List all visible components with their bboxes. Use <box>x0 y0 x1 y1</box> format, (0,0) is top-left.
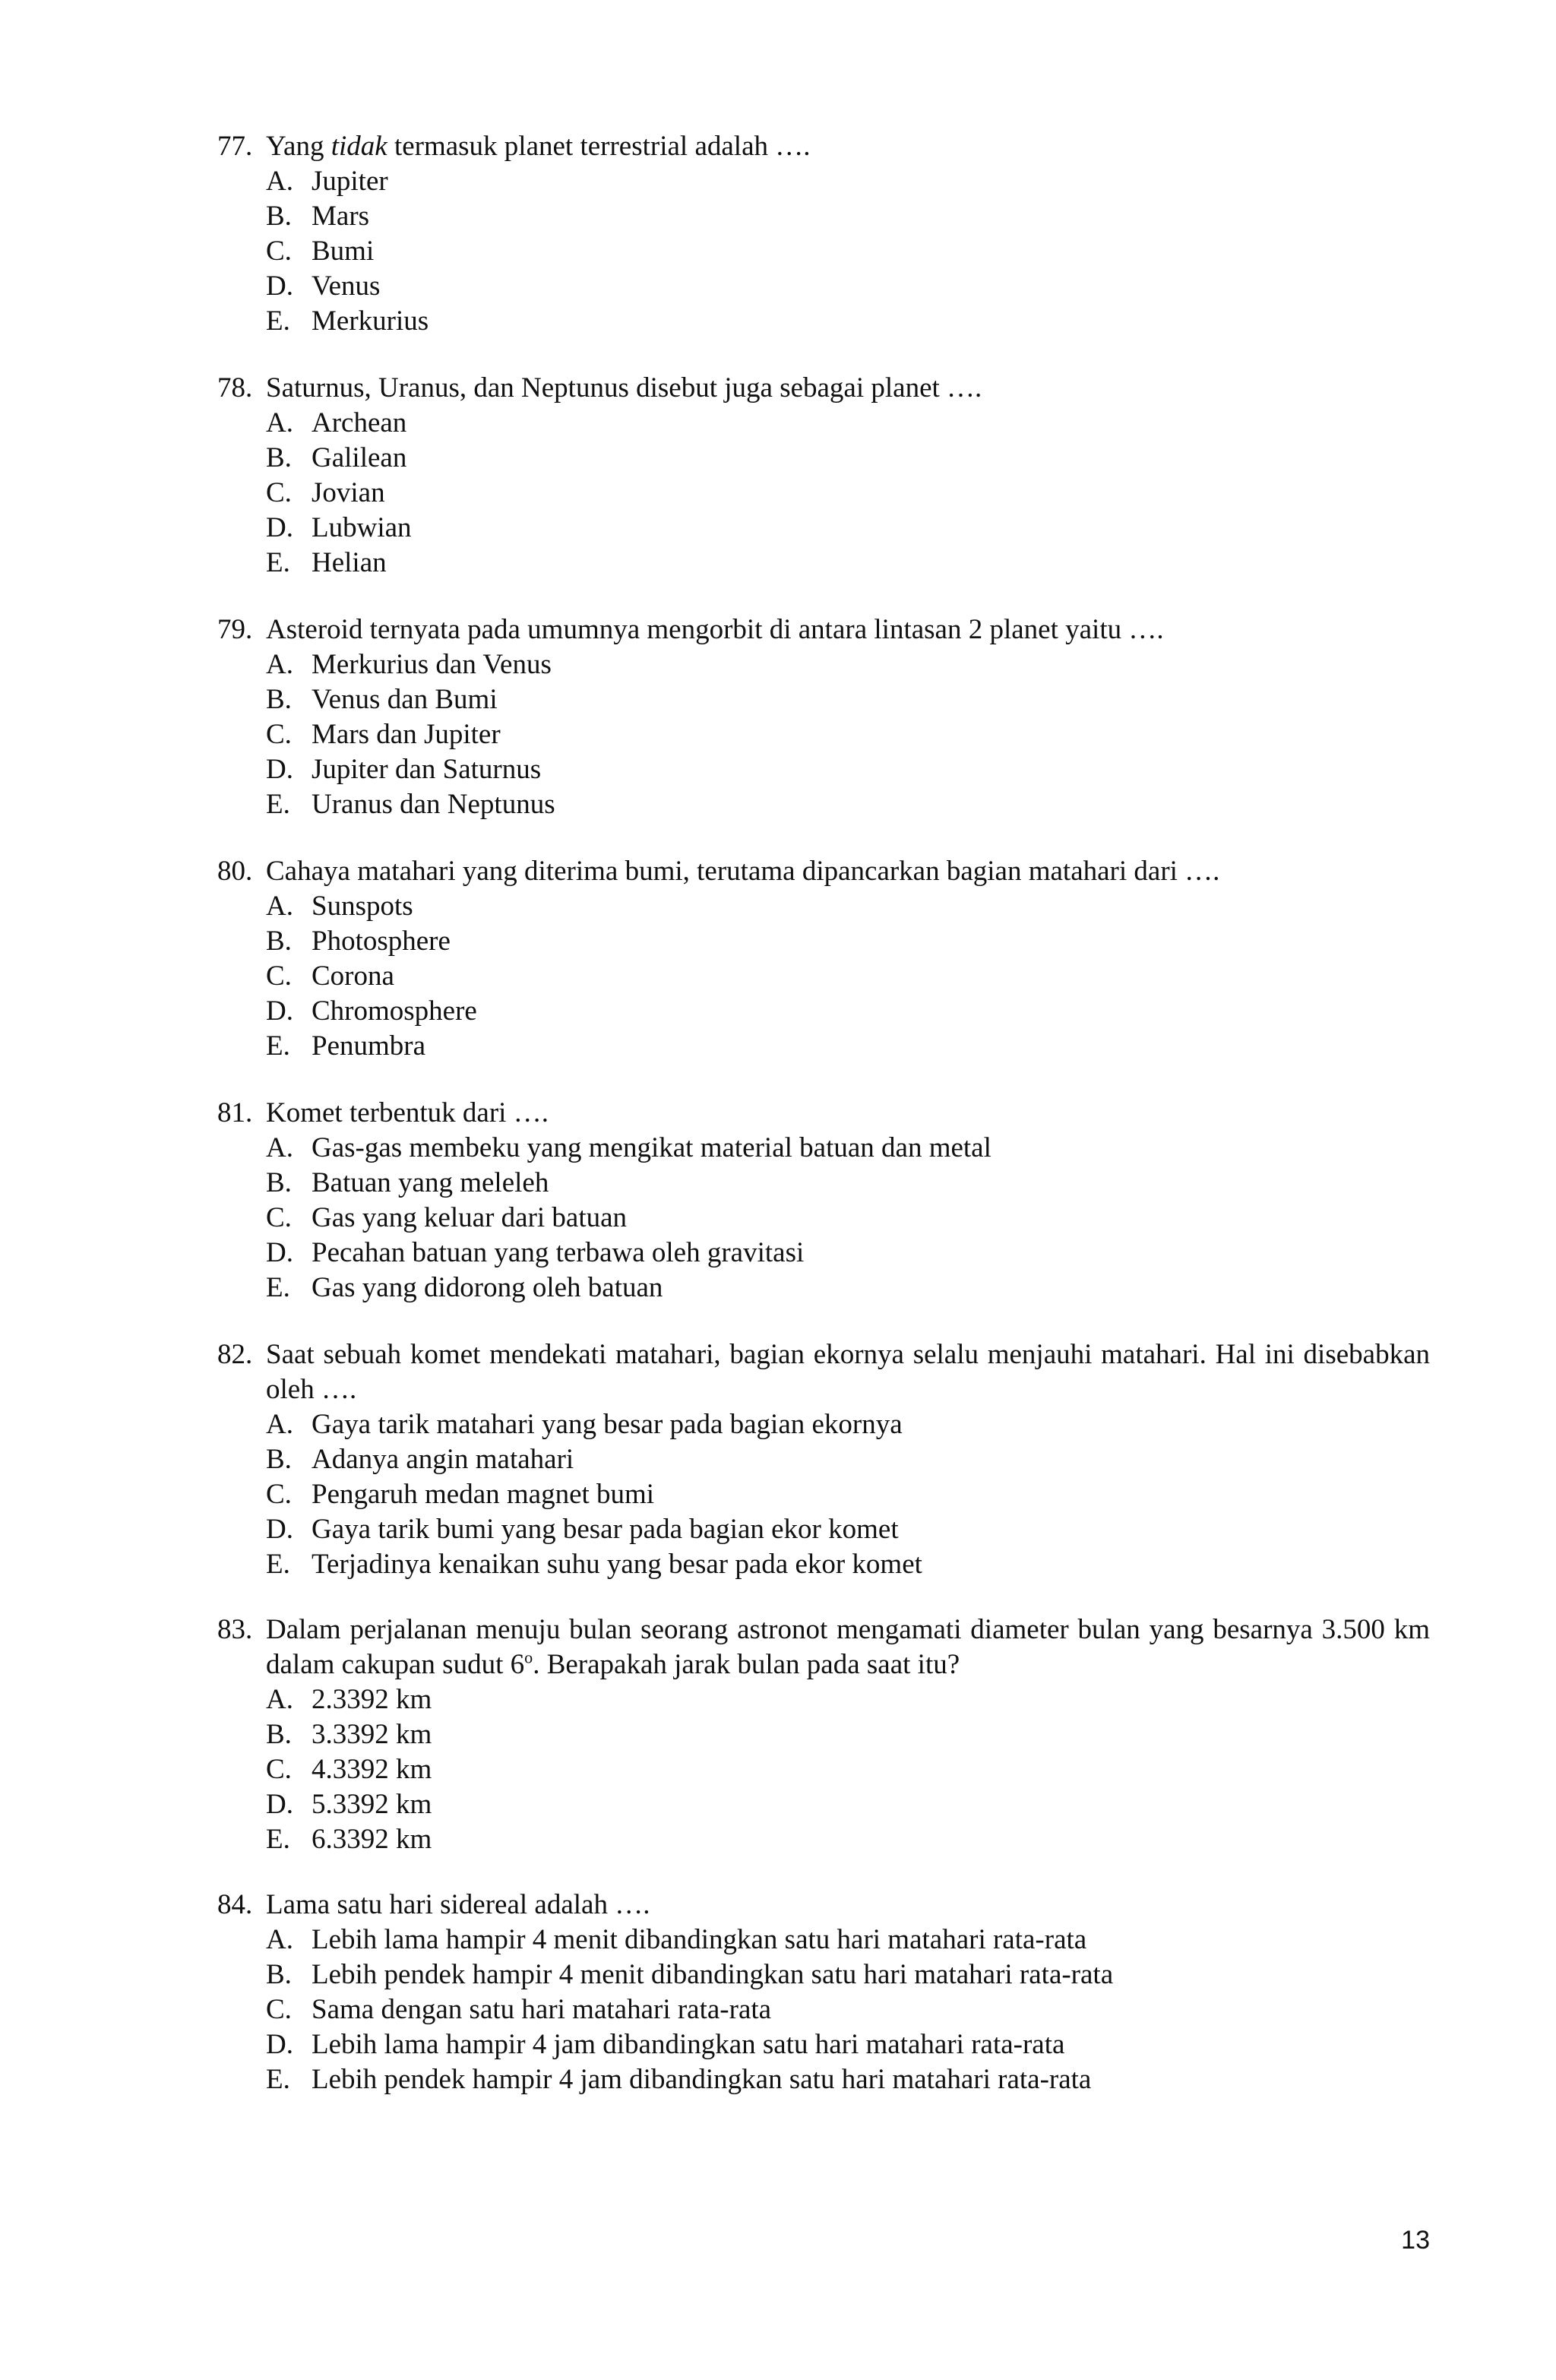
option-a <box>217 647 1430 682</box>
option-label: D. <box>266 1514 293 1545</box>
option-text: 4.3392 km <box>312 1754 432 1785</box>
option-label: D. <box>266 754 293 785</box>
option-text: Mars dan Jupiter <box>312 719 501 750</box>
option-label: D. <box>266 995 293 1027</box>
question-stem <box>217 129 1430 164</box>
option-text: 3.3392 km <box>312 1719 432 1750</box>
option-text: 6.3392 km <box>312 1824 432 1855</box>
option-text: Gas yang keluar dari batuan <box>312 1202 628 1233</box>
option-text: Photosphere <box>312 926 451 957</box>
question-stem <box>217 1888 1430 1923</box>
option-d <box>217 1787 1430 1822</box>
option-c <box>217 234 1430 269</box>
option-text: Archean <box>312 407 407 438</box>
option-text: Bumi <box>312 236 375 267</box>
question-stem <box>217 612 1430 647</box>
option-d <box>217 752 1430 787</box>
option-text: Corona <box>312 961 394 992</box>
question-stem <box>217 1613 1430 1682</box>
question-text-start: Yang <box>266 131 331 162</box>
question-stem <box>217 1337 1430 1407</box>
option-text: Venus dan Bumi <box>312 684 498 715</box>
option-text: Mars <box>312 201 370 232</box>
degree-superscript: o <box>524 1647 533 1667</box>
question-text-end: . Berapakah jarak bulan pada saat itu? <box>533 1649 960 1680</box>
option-label: A. <box>266 407 293 438</box>
option-text: Sama dengan satu hari matahari rata-rata <box>312 1994 772 2025</box>
option-c <box>217 1477 1430 1512</box>
option-d <box>217 1236 1430 1271</box>
option-e <box>217 1271 1430 1306</box>
question-77 <box>217 129 1430 339</box>
question-text <box>266 129 1430 164</box>
option-text: Lubwian <box>312 512 412 543</box>
question-stem <box>217 854 1430 889</box>
option-label: B. <box>266 1719 292 1750</box>
options-list <box>217 164 1430 339</box>
option-text: Sunspots <box>312 891 413 922</box>
option-text: Jovian <box>312 477 385 508</box>
option-label: E. <box>266 1824 290 1855</box>
option-c <box>217 1992 1430 2027</box>
option-label: E. <box>266 2064 290 2095</box>
option-c <box>217 1752 1430 1787</box>
option-label: C. <box>266 1202 292 1233</box>
question-text-emphasis: tidak <box>330 131 387 162</box>
option-label: A. <box>266 1924 293 1955</box>
option-label: B. <box>266 1959 292 1990</box>
option-text: Terjadinya kenaikan suhu yang besar pada ekor komet <box>312 1549 922 1580</box>
option-e <box>217 1029 1430 1064</box>
option-text: Gas-gas membeku yang mengikat material batuan dan metal <box>312 1132 991 1163</box>
question-number: 80. <box>217 856 253 887</box>
option-label: D. <box>266 1789 293 1820</box>
option-b <box>217 1957 1430 1992</box>
option-text: Adanya angin matahari <box>312 1444 574 1475</box>
option-label: C. <box>266 1479 292 1510</box>
option-label: C. <box>266 1994 292 2025</box>
option-text: Lebih lama hampir 4 menit dibandingkan satu hari matahari rata-rata <box>312 1924 1087 1955</box>
option-text: Pecahan batuan yang terbawa oleh gravitasi <box>312 1237 805 1268</box>
option-label: A. <box>266 1132 293 1163</box>
option-label: C. <box>266 1754 292 1785</box>
options-list <box>217 1407 1430 1582</box>
question-84 <box>217 1888 1430 2097</box>
page-number: 13 <box>1401 2226 1430 2255</box>
option-c <box>217 1201 1430 1236</box>
option-text: Chromosphere <box>312 995 477 1027</box>
question-text: Saat sebuah komet mendekati matahari, bagian ekornya selalu menjauhi matahari. Hal ini disebabkan oleh …. <box>266 1339 1430 1405</box>
option-label: E. <box>266 305 290 337</box>
option-text: Lebih pendek hampir 4 jam dibandingkan satu hari matahari rata-rata <box>312 2064 1092 2095</box>
option-label: D. <box>266 271 293 302</box>
option-label: B. <box>266 201 292 232</box>
question-text-end: termasuk planet terrestrial adalah …. <box>387 131 811 162</box>
question-stem <box>217 1096 1430 1131</box>
question-number: 81. <box>217 1097 253 1128</box>
option-a <box>217 1923 1430 1957</box>
question-number: 79. <box>217 614 253 645</box>
option-text: Penumbra <box>312 1030 426 1062</box>
question-text <box>266 1613 1430 1682</box>
question-number: 84. <box>217 1889 253 1920</box>
question-80 <box>217 854 1430 1064</box>
question-number: 77. <box>217 131 253 162</box>
option-a <box>217 1131 1430 1166</box>
option-text: Jupiter dan Saturnus <box>312 754 542 785</box>
option-label: A. <box>266 649 293 680</box>
option-text: 2.3392 km <box>312 1684 432 1715</box>
option-b <box>217 682 1430 717</box>
option-label: E. <box>266 547 290 578</box>
option-e <box>217 304 1430 339</box>
options-list <box>217 406 1430 581</box>
option-label: D. <box>266 2029 293 2060</box>
options-list <box>217 889 1430 1064</box>
option-b <box>217 924 1430 959</box>
option-label: B. <box>266 1444 292 1475</box>
option-c <box>217 959 1430 994</box>
option-text: Merkurius dan Venus <box>312 649 552 680</box>
option-d <box>217 269 1430 304</box>
question-text: Lama satu hari sidereal adalah …. <box>266 1889 650 1920</box>
option-label: A. <box>266 1684 293 1715</box>
question-79 <box>217 612 1430 822</box>
option-d <box>217 2027 1430 2062</box>
option-c <box>217 476 1430 511</box>
option-e <box>217 2062 1430 2097</box>
option-b <box>217 1166 1430 1201</box>
option-text: Helian <box>312 547 387 578</box>
option-a <box>217 406 1430 441</box>
option-text: Uranus dan Neptunus <box>312 789 555 820</box>
question-78 <box>217 371 1430 581</box>
option-label: C. <box>266 236 292 267</box>
option-text: Merkurius <box>312 305 429 337</box>
question-text-start: Dalam perjalanan menuju bulan seorang astronot mengamati diameter bulan yang besarnya 3.500 km dalam cakupan sudut 6 <box>266 1614 1430 1680</box>
question-text: Komet terbentuk dari …. <box>266 1097 549 1128</box>
option-b <box>217 199 1430 234</box>
option-e <box>217 546 1430 581</box>
option-label: A. <box>266 1409 293 1440</box>
option-text: Pengaruh medan magnet bumi <box>312 1479 655 1510</box>
option-text: 5.3392 km <box>312 1789 432 1820</box>
question-text: Cahaya matahari yang diterima bumi, terutama dipancarkan bagian matahari dari …. <box>266 856 1220 887</box>
option-b <box>217 1442 1430 1477</box>
option-text: Gas yang didorong oleh batuan <box>312 1272 663 1303</box>
option-text: Gaya tarik bumi yang besar pada bagian ekor komet <box>312 1514 899 1545</box>
option-label: E. <box>266 1272 290 1303</box>
options-list <box>217 647 1430 822</box>
options-list <box>217 1131 1430 1306</box>
option-b <box>217 441 1430 476</box>
option-b <box>217 1717 1430 1752</box>
option-text: Gaya tarik matahari yang besar pada bagian ekornya <box>312 1409 903 1440</box>
option-label: A. <box>266 891 293 922</box>
option-label: E. <box>266 1549 290 1580</box>
question-number: 83. <box>217 1614 253 1645</box>
option-text: Jupiter <box>312 166 388 197</box>
option-text: Lebih pendek hampir 4 menit dibandingkan satu hari matahari rata-rata <box>312 1959 1114 1990</box>
question-text: Saturnus, Uranus, dan Neptunus disebut juga sebagai planet …. <box>266 372 982 404</box>
question-82 <box>217 1337 1430 1582</box>
option-text: Batuan yang meleleh <box>312 1167 549 1198</box>
question-stem <box>217 371 1430 406</box>
option-a <box>217 1682 1430 1717</box>
question-83 <box>217 1613 1430 1857</box>
option-a <box>217 889 1430 924</box>
option-label: E. <box>266 1030 290 1062</box>
option-text: Lebih lama hampir 4 jam dibandingkan satu hari matahari rata-rata <box>312 2029 1065 2060</box>
options-list <box>217 1923 1430 2097</box>
option-text: Galilean <box>312 442 407 473</box>
option-label: B. <box>266 684 292 715</box>
question-text: Asteroid ternyata pada umumnya mengorbit di antara lintasan 2 planet yaitu …. <box>266 614 1164 645</box>
option-a <box>217 1407 1430 1442</box>
option-label: B. <box>266 926 292 957</box>
question-number: 78. <box>217 372 253 404</box>
question-number: 82. <box>217 1339 253 1370</box>
option-label: D. <box>266 512 293 543</box>
option-label: D. <box>266 1237 293 1268</box>
option-d <box>217 1512 1430 1547</box>
option-label: B. <box>266 442 292 473</box>
option-label: B. <box>266 1167 292 1198</box>
option-d <box>217 994 1430 1029</box>
options-list <box>217 1682 1430 1857</box>
option-e <box>217 1822 1430 1857</box>
option-text: Venus <box>312 271 381 302</box>
option-e <box>217 787 1430 822</box>
option-label: A. <box>266 166 293 197</box>
option-label: C. <box>266 719 292 750</box>
question-81 <box>217 1096 1430 1306</box>
option-d <box>217 511 1430 546</box>
option-c <box>217 717 1430 752</box>
option-label: E. <box>266 789 290 820</box>
option-label: C. <box>266 477 292 508</box>
option-a <box>217 164 1430 199</box>
option-e <box>217 1547 1430 1582</box>
option-label: C. <box>266 961 292 992</box>
